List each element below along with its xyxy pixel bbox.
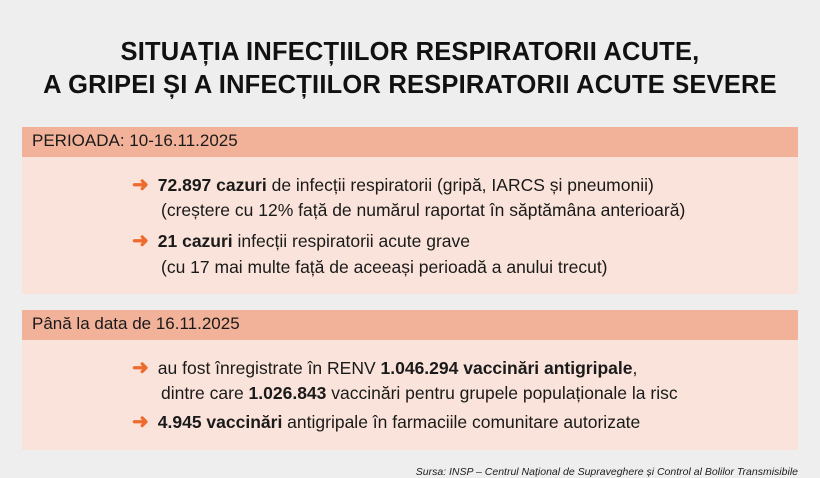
section-period xyxy=(22,127,798,294)
list-item-subtext-pre: dintre care xyxy=(161,382,249,403)
source-note: Sursa: INSP – Centrul Național de Supraveghere și Control al Bolilor Transmisibile xyxy=(415,465,798,478)
list-item xyxy=(32,356,788,381)
page-title xyxy=(0,0,820,101)
section-vaccination-body xyxy=(22,340,798,450)
list-item-text xyxy=(158,229,470,254)
list-item-subtext xyxy=(32,381,788,406)
arrow-right-icon: ➜ xyxy=(132,173,149,196)
arrow-right-icon: ➜ xyxy=(132,230,149,253)
list-item-rest: infecții respiratorii acute grave xyxy=(232,231,470,252)
list-item-post: , xyxy=(632,357,638,378)
list-item-post: antigripale în farmaciile comunitare autorizate xyxy=(282,412,641,433)
list-item xyxy=(32,173,788,198)
list-item-strong: 4.945 vaccinări xyxy=(157,412,283,433)
list-item xyxy=(32,410,788,435)
list-item-strong: 1.046.294 vaccinări antigripale xyxy=(380,357,633,378)
page-title-line-2: A GRIPEI ȘI A INFECȚIILOR RESPIRATORII ACUTE SEVERE xyxy=(43,70,777,99)
list-item xyxy=(32,229,788,254)
list-item-text xyxy=(158,173,654,198)
list-item-text xyxy=(158,356,638,381)
arrow-right-icon: ➜ xyxy=(132,411,149,434)
list-item-rest: de infecții respiratorii (gripă, IARCS și pneumonii) xyxy=(266,174,654,195)
section-period-body xyxy=(22,157,798,295)
section-period-band: PERIOADA: 10-16.11.2025 xyxy=(22,127,798,156)
list-item-text xyxy=(158,410,641,435)
list-item-subtext-post: vaccinări pentru grupele populaționale la risc xyxy=(326,382,678,403)
list-item-subtext: (creștere cu 12% față de numărul raportat în săptămâna anterioară) xyxy=(161,200,686,221)
list-item-strong: 72.897 cazuri xyxy=(157,174,267,195)
list-item-subtext-strong: 1.026.843 xyxy=(248,382,327,403)
arrow-right-icon: ➜ xyxy=(132,356,149,379)
section-vaccination xyxy=(22,310,798,450)
list-item-subtext: (cu 17 mai multe față de aceeași perioadă a anului trecut) xyxy=(161,256,608,277)
list-item-strong: 21 cazuri xyxy=(157,231,233,252)
list-item-pre: au fost înregistrate în RENV xyxy=(157,357,381,378)
page-title-line-1: SITUAȚIA INFECȚIILOR RESPIRATORII ACUTE, xyxy=(120,38,700,66)
section-vaccination-band: Până la data de 16.11.2025 xyxy=(22,310,798,339)
